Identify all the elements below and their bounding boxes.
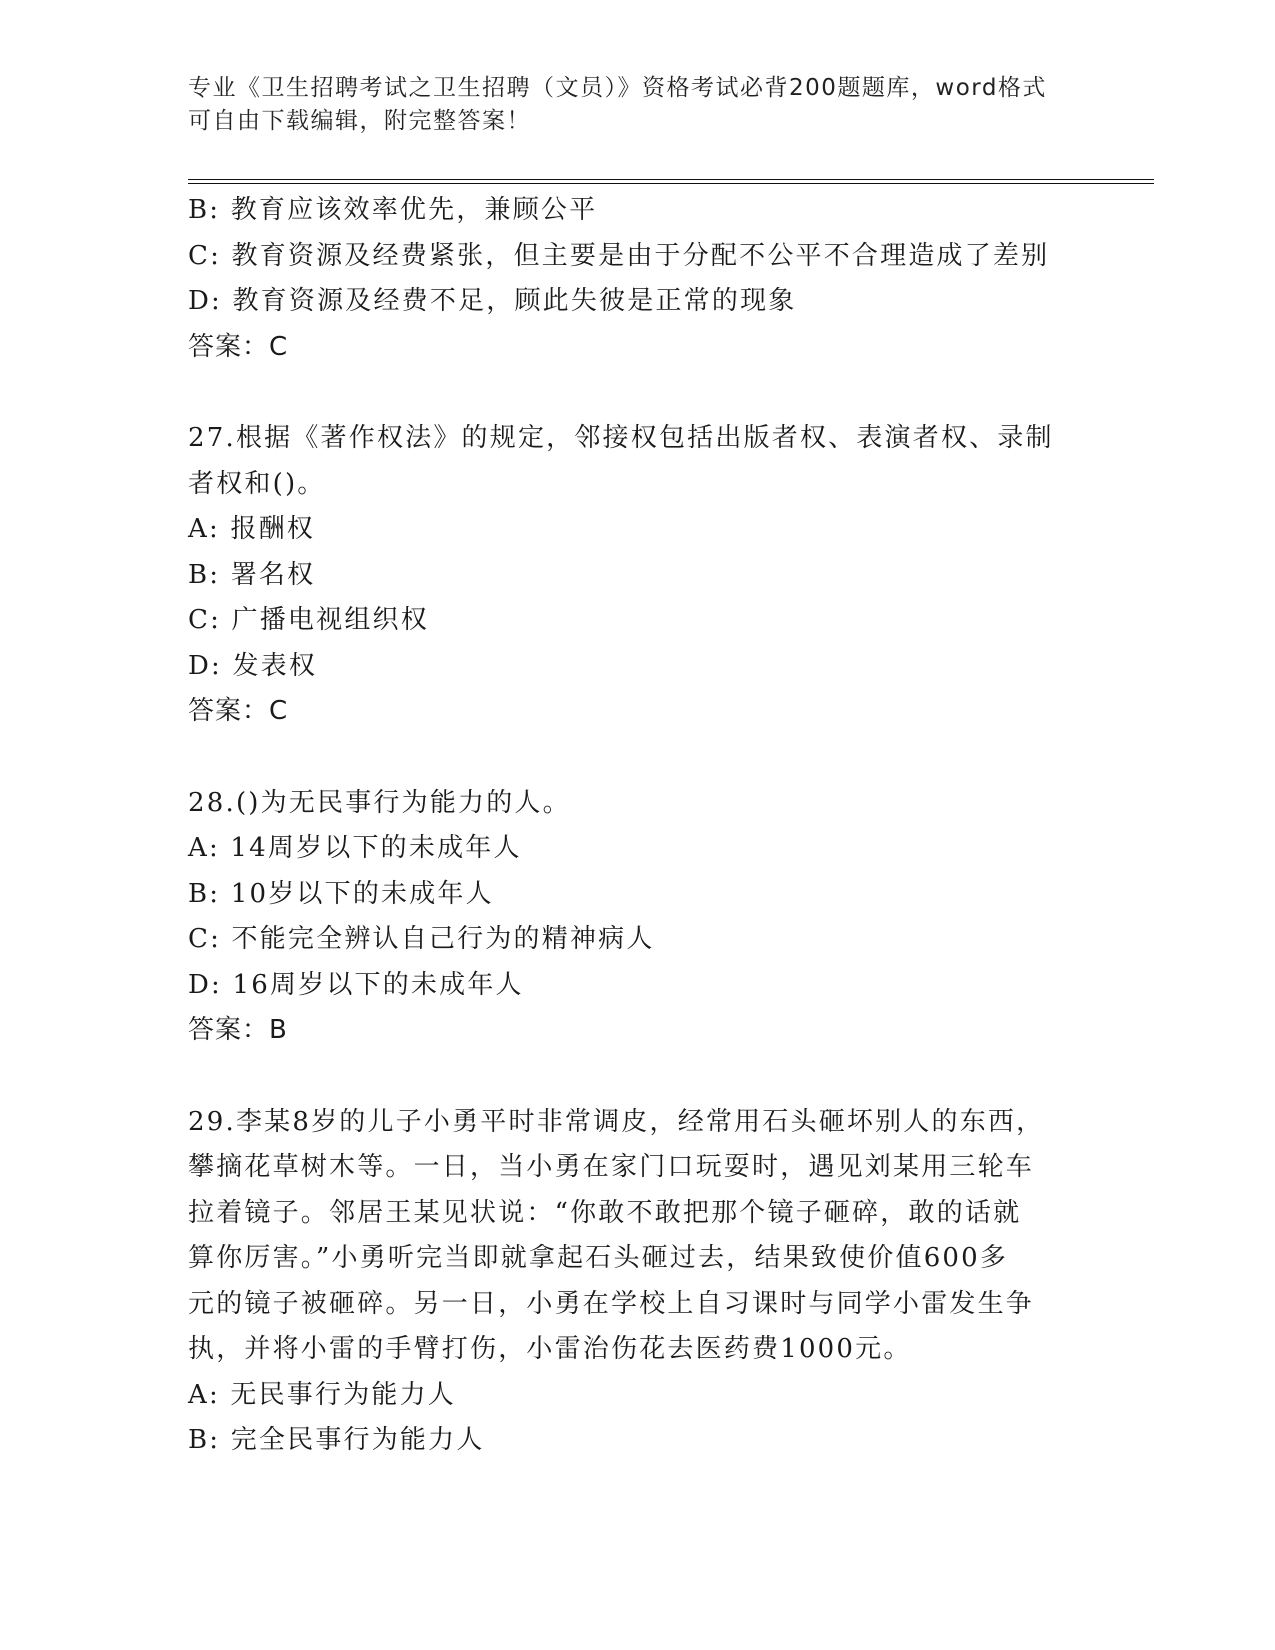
- q27-option-d: D: 发表权: [188, 650, 318, 681]
- q28-stem: 28.()为无民事行为能力的人。: [188, 787, 571, 818]
- header-line-1: 专业《卫生招聘考试之卫生招聘（文员）》资格考试必背200题题库，word格式: [188, 75, 1047, 101]
- q29-stem-line-3: 拉着镜子。邻居王某见状说：“你敢不敢把那个镜子砸碎，敢的话就: [188, 1197, 1022, 1228]
- q28-option-c: C: 不能完全辨认自己行为的精神病人: [188, 924, 655, 954]
- q27-option-c: C: 广播电视组织权: [188, 605, 429, 635]
- q28-option-d: D: 16周岁以下的未成年人: [188, 969, 524, 1000]
- q27-answer: 答案：C: [188, 696, 289, 726]
- question-29: [188, 1100, 1088, 1464]
- header-line-2: 可自由下载编辑，附完整答案！: [188, 108, 531, 134]
- q29-stem-line-4: 算你厉害。”小勇听完当即就拿起石头砸过去，结果致使价值600多: [188, 1243, 1009, 1273]
- q27-stem-line-2: 者权和()。: [188, 468, 326, 499]
- spacer: [188, 370, 1088, 416]
- q27-option-b: B: 署名权: [188, 559, 316, 590]
- question-28: [188, 781, 1088, 1054]
- q26-answer: 答案：C: [188, 331, 289, 362]
- q29-stem-line-2: 攀摘花草树木等。一日，当小勇在家门口玩耍时，遇见刘某用三轮车: [188, 1152, 1035, 1182]
- q28-option-b: B: 10岁以下的未成年人: [188, 878, 494, 909]
- q27-option-a: A: 报酬权: [188, 514, 316, 544]
- q26-option-b: B: 教育应该效率优先，兼顾公平: [188, 195, 598, 225]
- question-26-tail: [188, 188, 1088, 370]
- spacer: [188, 735, 1088, 781]
- header-rule-top: [188, 179, 1154, 180]
- q28-answer: 答案：B: [188, 1015, 288, 1045]
- q29-stem-line-1: 29.李某8岁的儿子小勇平时非常调皮，经常用石头砸坏别人的东西，: [188, 1106, 1045, 1137]
- question-27: [188, 416, 1088, 735]
- spacer: [188, 1054, 1088, 1100]
- question-list: [188, 188, 1088, 1464]
- q29-option-b: B: 完全民事行为能力人: [188, 1425, 485, 1455]
- q26-option-d: D: 教育资源及经费不足，顾此失彼是正常的现象: [188, 286, 797, 316]
- header-rule-bottom: [188, 183, 1154, 184]
- q28-option-a: A: 14周岁以下的未成年人: [188, 833, 522, 863]
- q27-stem-line-1: 27.根据《著作权法》的规定，邻接权包括出版者权、表演者权、录制: [188, 423, 1054, 453]
- q29-option-a: A: 无民事行为能力人: [188, 1379, 457, 1410]
- q29-stem-line-5: 元的镜子被砸碎。另一日，小勇在学校上自习课时与同学小雷发生争: [188, 1288, 1035, 1319]
- document-header: [188, 72, 1068, 138]
- q29-stem-line-6: 执，并将小雷的手臂打伤，小雷治伤花去医药费1000元。: [188, 1334, 912, 1364]
- q26-option-c: C: 教育资源及经费紧张，但主要是由于分配不公平不合理造成了差别: [188, 240, 1050, 271]
